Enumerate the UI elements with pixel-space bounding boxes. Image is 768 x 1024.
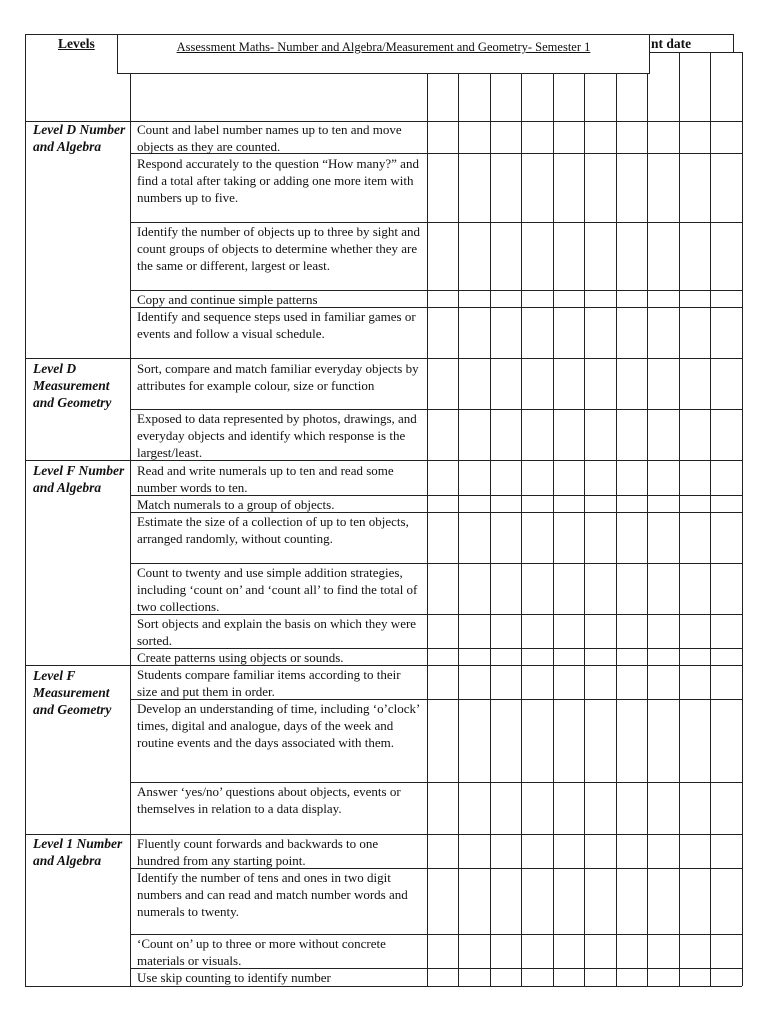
outcome-text: Develop an understanding of time, including ‘o’clock’ times, digital and analogue, days of the week and routine events and the days associated with them. [137,701,420,750]
outcome-text: Fluently count forwards and backwards to one hundred from any starting point. [137,836,379,868]
level-row-rule [25,358,742,359]
outcome-text: Respond accurately to the question “How many?” and find a total after taking or adding one more item with numbers up to five. [137,156,419,205]
outcome-text: Students compare familiar items according to their size and put them in order. [137,667,401,699]
levels-column-header: Levels [58,36,95,51]
table-left-border [25,34,26,986]
checkbox-column-rule [458,74,459,986]
table-right-border [742,52,743,986]
outcome-text: Identify the number of objects up to three by sight and count groups of objects to determine whether they are the same or different, largest or least. [137,224,421,273]
level-d-measurement-geometry-label: Level D Measurement and Geometry [33,361,112,410]
level-d-number-algebra-label: Level D Number and Algebra [33,122,126,154]
outcome-text: Match numerals to a group of objects. [137,497,335,512]
outcome-text: Estimate the size of a collection of up to ten objects, arranged randomly, without counting. [137,514,409,546]
outcome-text: Sort, compare and match familiar everyday objects by attributes for example colour, size or function [137,361,419,393]
outcome-text: Create patterns using objects or sounds. [137,650,344,665]
checkbox-column-rule [616,74,617,986]
outcome-text: Identify the number of tens and ones in two digit numbers and can read and match number words and numerals to twenty. [137,870,408,919]
assessment-title: Assessment Maths- Number and Algebra/Measurement and Geometry- Semester 1 [176,40,591,54]
checkbox-column-rule [679,52,680,986]
level-f-measurement-geometry-label: Level F Measurement and Geometry [33,668,112,717]
outcome-text: Read and write numerals up to ten and read some number words to ten. [137,463,394,495]
checkbox-column-rule [427,74,428,986]
outcome-text: Sort objects and explain the basis on which they were sorted. [137,616,417,648]
outcome-text: Copy and continue simple patterns [137,292,318,307]
outcome-text: ‘Count on’ up to three or more without concrete materials or visuals. [137,936,386,968]
level-1-number-algebra-label: Level 1 Number and Algebra [33,836,123,868]
title-box [117,34,650,74]
assessment-date-header: nt date [651,36,692,51]
checkbox-column-rule [710,52,711,986]
checkbox-column-rule [584,74,585,986]
level-f-number-algebra-label: Level F Number and Algebra [33,463,125,495]
outcome-text: Exposed to data represented by photos, drawings, and everyday objects and identify which response is the largest/least. [137,411,417,460]
outcome-text: Count and label number names up to ten and move objects as they are counted. [137,122,402,154]
date-header-bottom [650,52,742,53]
outcome-column-rule [130,74,131,986]
outcome-text: Count to twenty and use simple addition strategies, including ‘count on’ and ‘count all’ to find the total of two collections. [137,565,418,614]
checkbox-column-rule [647,52,648,986]
checkbox-column-rule [521,74,522,986]
outcome-text: Identify and sequence steps used in familiar games or events and follow a visual schedule. [137,309,416,341]
checkbox-column-rule [553,74,554,986]
table-bottom-border [25,986,742,987]
outcome-text: Answer ‘yes/no’ questions about objects, events or themselves in relation to a data display. [137,784,401,816]
outcome-text: Use skip counting to identify number [137,970,331,985]
header-right-edge [733,34,734,52]
checkbox-column-rule [490,74,491,986]
